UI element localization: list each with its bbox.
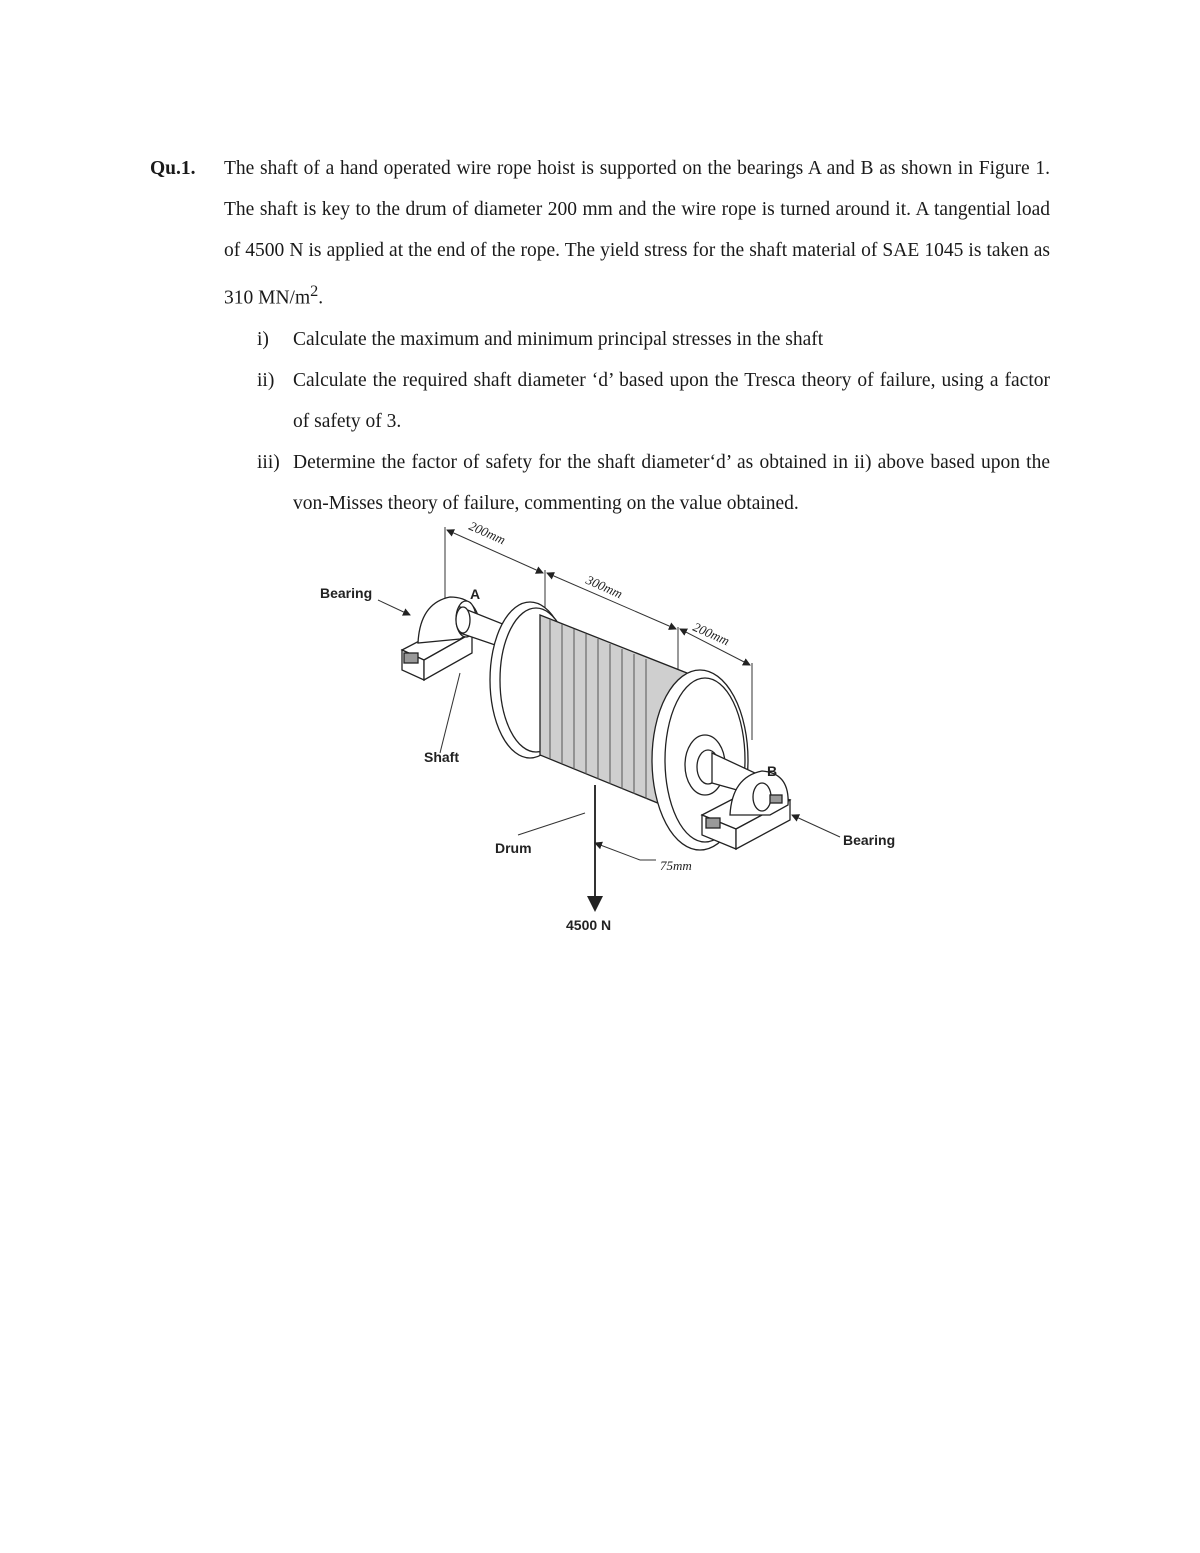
point-b-label: B <box>767 763 778 779</box>
question-label: Qu.1. <box>150 158 196 179</box>
left-bearing <box>402 597 480 680</box>
question-intro-end: . <box>318 287 324 309</box>
bearing-right-label: Bearing <box>843 832 896 848</box>
part-number: iii) <box>257 451 280 473</box>
part-text: Calculate the required shaft diameter ‘d’ based upon the Tresca theory of failure, using a factor of safety of 3. <box>293 369 1050 432</box>
part-text: Determine the factor of safety for the shaft diameter‘d’ as obtained in ii) above based upon the von-Misses theory of failure, commenting on the value obtained. <box>293 451 1050 514</box>
part-i <box>257 319 1050 360</box>
dim-200-right: 200mm <box>690 619 732 649</box>
hoist-figure <box>300 515 920 945</box>
dim-300: 300mm <box>583 572 625 602</box>
dim-75: 75mm <box>660 858 692 873</box>
drum-label: Drum <box>495 840 532 856</box>
part-iii <box>257 442 1050 524</box>
dim-200-left: 200mm <box>466 518 508 548</box>
shaft-label: Shaft <box>424 749 459 765</box>
hoist-diagram <box>300 515 920 945</box>
point-a-label: A <box>470 586 481 602</box>
part-number: i) <box>257 328 269 350</box>
part-number: ii) <box>257 369 275 391</box>
question-intro <box>150 148 1050 319</box>
question-intro-text: The shaft of a hand operated wire rope hoist is supported on the bearings A and B as shown in Figure 1. The shaft is key to the drum of diameter 200 mm and the wire rope is turned around it. A tangential load of 4500 N is applied at the end of the rope. The yield stress for the shaft material of SAE 1045 is taken as 310 MN/m <box>224 158 1050 309</box>
part-ii <box>257 360 1050 442</box>
unit-superscript: 2 <box>310 282 319 300</box>
question-block <box>150 148 1050 524</box>
bearing-left-label: Bearing <box>320 585 373 601</box>
load-label: 4500 N <box>566 917 612 933</box>
part-text: Calculate the maximum and minimum principal stresses in the shaft <box>293 328 824 350</box>
